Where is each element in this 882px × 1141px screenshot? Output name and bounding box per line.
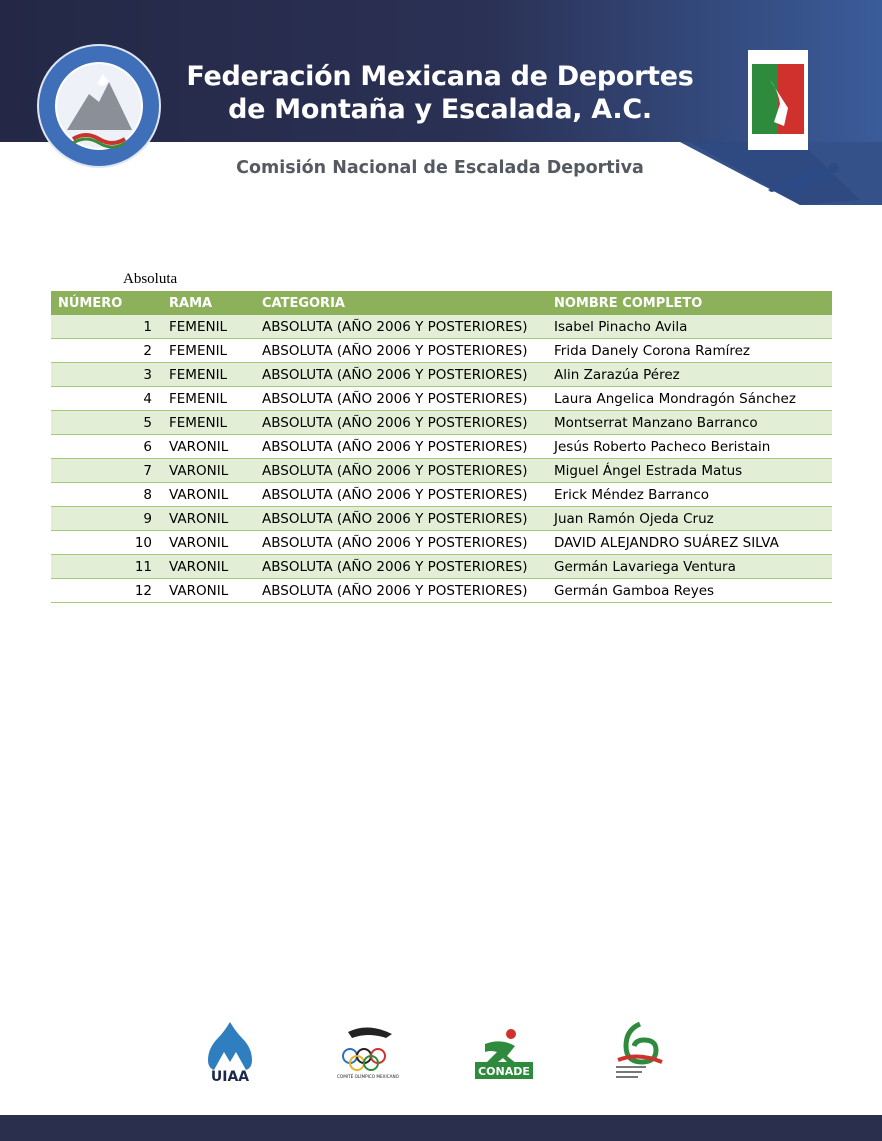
cell-numero: 7 bbox=[143, 462, 152, 479]
uiaa-logo bbox=[205, 1020, 255, 1084]
table-row bbox=[51, 507, 832, 531]
cell-numero: 10 bbox=[134, 534, 152, 551]
federation-title-line1: Federación Mexicana de Deportes bbox=[186, 61, 694, 92]
cell-categoria: ABSOLUTA (AÑO 2006 Y POSTERIORES) bbox=[262, 510, 528, 527]
cell-categoria: ABSOLUTA (AÑO 2006 Y POSTERIORES) bbox=[262, 366, 528, 383]
cell-numero: 2 bbox=[143, 342, 152, 359]
table-row bbox=[51, 435, 832, 459]
cell-nombre: Laura Angelica Mondragón Sánchez bbox=[554, 390, 796, 407]
column-header-rama: RAMA bbox=[169, 295, 213, 311]
cell-rama: VARONIL bbox=[169, 534, 229, 551]
table-row bbox=[51, 459, 832, 483]
cell-numero: 4 bbox=[143, 390, 152, 407]
cell-nombre: Miguel Ángel Estrada Matus bbox=[554, 462, 743, 479]
cell-nombre: Jesús Roberto Pacheco Beristain bbox=[554, 438, 771, 455]
table-header bbox=[51, 291, 832, 315]
federation-logo bbox=[37, 44, 161, 168]
table-row bbox=[51, 531, 832, 555]
cell-nombre: Juan Ramón Ojeda Cruz bbox=[554, 510, 714, 527]
cell-categoria: ABSOLUTA (AÑO 2006 Y POSTERIORES) bbox=[262, 462, 528, 479]
com-label: COMITÉ OLÍMPICO MEXICANO bbox=[337, 1074, 399, 1079]
cell-nombre: Isabel Pinacho Avila bbox=[554, 318, 688, 335]
cell-nombre: Germán Gamboa Reyes bbox=[554, 582, 715, 599]
federation-title-line2: de Montaña y Escalada, A.C. bbox=[228, 94, 652, 125]
cell-nombre: DAVID ALEJANDRO SUÁREZ SILVA bbox=[554, 534, 779, 551]
cell-rama: FEMENIL bbox=[169, 390, 228, 407]
cell-rama: VARONIL bbox=[169, 510, 229, 527]
column-header-categoria: CATEGORIA bbox=[262, 295, 345, 311]
sports-institute-logo bbox=[610, 1020, 668, 1082]
cell-categoria: ABSOLUTA (AÑO 2006 Y POSTERIORES) bbox=[262, 558, 528, 575]
cell-numero: 1 bbox=[143, 318, 152, 335]
cell-nombre: Montserrat Manzano Barranco bbox=[554, 414, 758, 431]
column-header-numero: NÚMERO bbox=[58, 295, 123, 311]
cell-rama: VARONIL bbox=[169, 438, 229, 455]
conade-label: CONADE bbox=[478, 1065, 530, 1078]
table-row bbox=[51, 483, 832, 507]
cell-rama: VARONIL bbox=[169, 462, 229, 479]
table-row bbox=[51, 555, 832, 579]
cell-nombre: Erick Méndez Barranco bbox=[554, 486, 710, 503]
table-row bbox=[51, 363, 832, 387]
commission-subtitle: Comisión Nacional de Escalada Deportiva bbox=[236, 158, 644, 178]
cell-rama: FEMENIL bbox=[169, 414, 228, 431]
conade-logo bbox=[475, 1026, 533, 1080]
cell-categoria: ABSOLUTA (AÑO 2006 Y POSTERIORES) bbox=[262, 534, 528, 551]
column-header-nombre: NOMBRE COMPLETO bbox=[554, 295, 703, 311]
table-row bbox=[51, 579, 832, 603]
cell-rama: VARONIL bbox=[169, 582, 229, 599]
cell-numero: 6 bbox=[143, 438, 152, 455]
table-row bbox=[51, 339, 832, 363]
climber-silhouette-icon bbox=[758, 150, 848, 210]
federation-title bbox=[150, 60, 730, 126]
cell-numero: 5 bbox=[143, 414, 152, 431]
cell-rama: VARONIL bbox=[169, 558, 229, 575]
cell-nombre: Frida Danely Corona Ramírez bbox=[554, 342, 751, 359]
participants-table bbox=[51, 291, 832, 603]
cell-rama: VARONIL bbox=[169, 486, 229, 503]
uiaa-label: UIAA bbox=[210, 1069, 250, 1084]
table-body bbox=[51, 315, 832, 603]
cell-numero: 9 bbox=[143, 510, 152, 527]
cell-numero: 12 bbox=[134, 582, 152, 599]
cell-numero: 11 bbox=[134, 558, 152, 575]
table-row bbox=[51, 411, 832, 435]
cell-categoria: ABSOLUTA (AÑO 2006 Y POSTERIORES) bbox=[262, 438, 528, 455]
cell-categoria: ABSOLUTA (AÑO 2006 Y POSTERIORES) bbox=[262, 390, 528, 407]
section-label: Absoluta bbox=[123, 271, 178, 287]
cell-categoria: ABSOLUTA (AÑO 2006 Y POSTERIORES) bbox=[262, 318, 528, 335]
cell-categoria: ABSOLUTA (AÑO 2006 Y POSTERIORES) bbox=[262, 342, 528, 359]
cell-numero: 8 bbox=[143, 486, 152, 503]
cell-categoria: ABSOLUTA (AÑO 2006 Y POSTERIORES) bbox=[262, 486, 528, 503]
cell-categoria: ABSOLUTA (AÑO 2006 Y POSTERIORES) bbox=[262, 414, 528, 431]
cell-rama: FEMENIL bbox=[169, 318, 228, 335]
table-row bbox=[51, 387, 832, 411]
escalada-mexico-logo bbox=[748, 50, 808, 150]
cell-rama: FEMENIL bbox=[169, 342, 228, 359]
footer-bar bbox=[0, 1115, 882, 1141]
table-row bbox=[51, 315, 832, 339]
cell-numero: 3 bbox=[143, 366, 152, 383]
com-logo bbox=[330, 1024, 406, 1080]
cell-categoria: ABSOLUTA (AÑO 2006 Y POSTERIORES) bbox=[262, 582, 528, 599]
cell-nombre: Germán Lavariega Ventura bbox=[554, 558, 736, 575]
cell-rama: FEMENIL bbox=[169, 366, 228, 383]
cell-nombre: Alin Zarazúa Pérez bbox=[554, 366, 680, 383]
